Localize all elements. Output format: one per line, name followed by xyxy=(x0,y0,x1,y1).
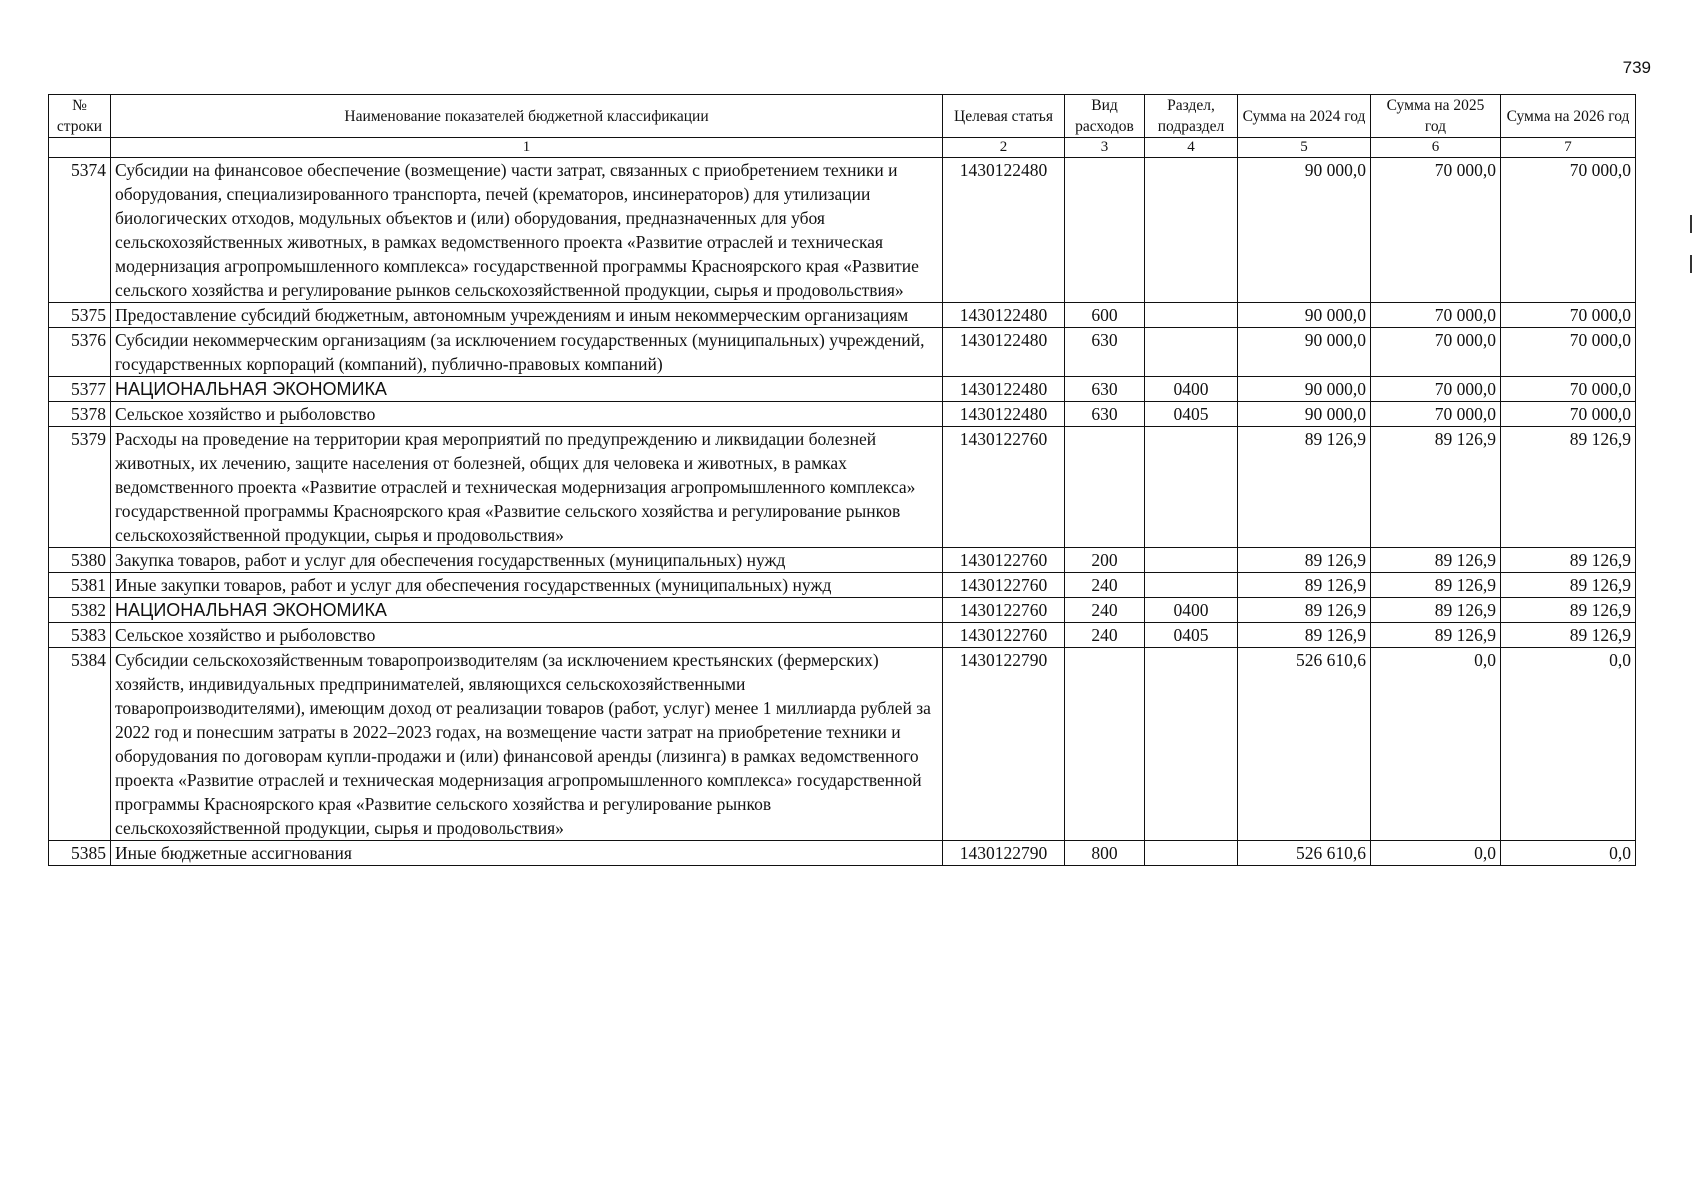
row-section xyxy=(1145,158,1238,303)
row-section: 0405 xyxy=(1145,623,1238,648)
row-name: Иные закупки товаров, работ и услуг для обеспечения государственных (муниципальных) нужд xyxy=(111,573,943,598)
row-target-article: 1430122760 xyxy=(943,598,1065,623)
header-sum-2026: Сумма на 2026 год xyxy=(1501,95,1636,138)
row-expense-type: 630 xyxy=(1065,402,1145,427)
column-number: 6 xyxy=(1371,138,1501,158)
row-name: НАЦИОНАЛЬНАЯ ЭКОНОМИКА xyxy=(111,598,943,623)
row-expense-type: 800 xyxy=(1065,841,1145,866)
row-sum-2025: 0,0 xyxy=(1371,841,1501,866)
row-sum-2026: 89 126,9 xyxy=(1501,573,1636,598)
row-target-article: 1430122760 xyxy=(943,573,1065,598)
row-sum-2025: 89 126,9 xyxy=(1371,623,1501,648)
row-number: 5380 xyxy=(49,548,111,573)
row-sum-2024: 526 610,6 xyxy=(1238,648,1371,841)
row-number: 5376 xyxy=(49,328,111,377)
row-section xyxy=(1145,427,1238,548)
row-section xyxy=(1145,841,1238,866)
table-row xyxy=(49,598,1636,623)
row-sum-2026: 89 126,9 xyxy=(1501,548,1636,573)
row-number: 5384 xyxy=(49,648,111,841)
header-section: Раздел, подраздел xyxy=(1145,95,1238,138)
row-name: Закупка товаров, работ и услуг для обеспечения государственных (муниципальных) нужд xyxy=(111,548,943,573)
row-section xyxy=(1145,328,1238,377)
row-sum-2026: 70 000,0 xyxy=(1501,303,1636,328)
row-section: 0400 xyxy=(1145,377,1238,402)
table-row xyxy=(49,648,1636,841)
header-target-article: Целевая статья xyxy=(943,95,1065,138)
scan-edge-marks xyxy=(1690,215,1693,295)
row-expense-type: 240 xyxy=(1065,573,1145,598)
row-target-article: 1430122790 xyxy=(943,648,1065,841)
row-number: 5383 xyxy=(49,623,111,648)
row-target-article: 1430122480 xyxy=(943,402,1065,427)
row-sum-2026: 89 126,9 xyxy=(1501,427,1636,548)
column-number: 4 xyxy=(1145,138,1238,158)
table-row xyxy=(49,377,1636,402)
header-sum-2024: Сумма на 2024 год xyxy=(1238,95,1371,138)
row-expense-type xyxy=(1065,158,1145,303)
row-number: 5375 xyxy=(49,303,111,328)
row-expense-type xyxy=(1065,648,1145,841)
table-header-row xyxy=(49,95,1636,138)
row-expense-type: 630 xyxy=(1065,377,1145,402)
column-number: 1 xyxy=(111,138,943,158)
row-sum-2024: 90 000,0 xyxy=(1238,158,1371,303)
budget-table xyxy=(48,94,1636,866)
row-sum-2025: 89 126,9 xyxy=(1371,573,1501,598)
row-sum-2026: 89 126,9 xyxy=(1501,598,1636,623)
row-section xyxy=(1145,648,1238,841)
row-name: Субсидии на финансовое обеспечение (возмещение) части затрат, связанных с приобретением техники и оборудования, специализированного транспорта, печей (крематоров, инсинераторов) для утилизации биологических отходов, модульных объектов и (или) оборудования, предназначенных для убоя сельскохозяйственных животных, в рамках ведомственного проекта «Развитие отраслей и техническая модернизация агропромышленного комплекса» государственной программы Красноярского края «Развитие сельского хозяйства и регулирование рынков сельскохозяйственной продукции, сырья и продовольствия» xyxy=(111,158,943,303)
row-section xyxy=(1145,548,1238,573)
row-name: Расходы на проведение на территории края мероприятий по предупреждению и ликвидации болезней животных, их лечению, защите населения от болезней, общих для человека и животных, в рамках ведомственного проекта «Развитие отраслей и техническая модернизация агропромышленного комплекса» государственной программы Красноярского края «Развитие сельского хозяйства и регулирование рынков сельскохозяйственной продукции, сырья и продовольствия» xyxy=(111,427,943,548)
row-expense-type: 630 xyxy=(1065,328,1145,377)
row-name: Иные бюджетные ассигнования xyxy=(111,841,943,866)
header-sum-2025: Сумма на 2025 год xyxy=(1371,95,1501,138)
row-sum-2026: 70 000,0 xyxy=(1501,328,1636,377)
row-number: 5378 xyxy=(49,402,111,427)
row-sum-2026: 70 000,0 xyxy=(1501,402,1636,427)
table-row xyxy=(49,158,1636,303)
row-target-article: 1430122480 xyxy=(943,377,1065,402)
table-row xyxy=(49,328,1636,377)
row-expense-type: 200 xyxy=(1065,548,1145,573)
row-sum-2024: 89 126,9 xyxy=(1238,548,1371,573)
row-target-article: 1430122480 xyxy=(943,303,1065,328)
row-section xyxy=(1145,303,1238,328)
row-sum-2025: 89 126,9 xyxy=(1371,598,1501,623)
row-name: Субсидии сельскохозяйственным товаропроизводителям (за исключением крестьянских (фермерских) хозяйств, индивидуальных предпринимателей, являющихся сельскохозяйственными товаропроизводителями), имеющим доход от реализации товаров (работ, услуг) менее 1 миллиарда рублей за 2022 год и понесшим затраты в 2022–2023 годах, на возмещение части затрат на приобретение техники и оборудования по договорам купли-продажи и (или) финансовой аренды (лизинга) в рамках ведомственного проекта «Развитие отраслей и техническая модернизация агропромышленного комплекса» государственной программы Красноярского края «Развитие сельского хозяйства и регулирование рынков сельскохозяйственной продукции, сырья и продовольствия» xyxy=(111,648,943,841)
page-number: 739 xyxy=(1622,58,1651,77)
column-number: 5 xyxy=(1238,138,1371,158)
table-row xyxy=(49,623,1636,648)
row-sum-2024: 89 126,9 xyxy=(1238,427,1371,548)
table-row xyxy=(49,402,1636,427)
row-sum-2026: 70 000,0 xyxy=(1501,158,1636,303)
header-name: Наименование показателей бюджетной классификации xyxy=(111,95,943,138)
row-sum-2024: 90 000,0 xyxy=(1238,402,1371,427)
row-number: 5379 xyxy=(49,427,111,548)
table-row xyxy=(49,303,1636,328)
row-expense-type xyxy=(1065,427,1145,548)
row-sum-2024: 526 610,6 xyxy=(1238,841,1371,866)
row-number: 5382 xyxy=(49,598,111,623)
row-sum-2025: 0,0 xyxy=(1371,648,1501,841)
row-target-article: 1430122760 xyxy=(943,623,1065,648)
table-row xyxy=(49,573,1636,598)
row-target-article: 1430122480 xyxy=(943,158,1065,303)
table-row xyxy=(49,548,1636,573)
column-number: 2 xyxy=(943,138,1065,158)
row-target-article: 1430122480 xyxy=(943,328,1065,377)
row-sum-2024: 90 000,0 xyxy=(1238,377,1371,402)
row-sum-2025: 89 126,9 xyxy=(1371,427,1501,548)
row-sum-2024: 89 126,9 xyxy=(1238,598,1371,623)
row-target-article: 1430122790 xyxy=(943,841,1065,866)
table-row xyxy=(49,427,1636,548)
row-sum-2025: 70 000,0 xyxy=(1371,402,1501,427)
row-target-article: 1430122760 xyxy=(943,548,1065,573)
row-sum-2024: 89 126,9 xyxy=(1238,623,1371,648)
row-sum-2026: 0,0 xyxy=(1501,648,1636,841)
header-expense-type: Вид расходов xyxy=(1065,95,1145,138)
row-number: 5381 xyxy=(49,573,111,598)
row-section xyxy=(1145,573,1238,598)
column-numbers-row xyxy=(49,138,1636,158)
row-name: Субсидии некоммерческим организациям (за исключением государственных (муниципальных) учреждений, государственных корпораций (компаний), публично-правовых компаний) xyxy=(111,328,943,377)
row-name: Сельское хозяйство и рыболовство xyxy=(111,402,943,427)
header-row-no: № строки xyxy=(49,95,111,138)
row-sum-2025: 70 000,0 xyxy=(1371,158,1501,303)
row-sum-2024: 89 126,9 xyxy=(1238,573,1371,598)
row-sum-2026: 70 000,0 xyxy=(1501,377,1636,402)
column-number: 3 xyxy=(1065,138,1145,158)
row-sum-2026: 0,0 xyxy=(1501,841,1636,866)
table-row xyxy=(49,841,1636,866)
row-number: 5377 xyxy=(49,377,111,402)
row-expense-type: 240 xyxy=(1065,623,1145,648)
row-expense-type: 600 xyxy=(1065,303,1145,328)
row-target-article: 1430122760 xyxy=(943,427,1065,548)
row-sum-2024: 90 000,0 xyxy=(1238,328,1371,377)
row-sum-2025: 89 126,9 xyxy=(1371,548,1501,573)
row-expense-type: 240 xyxy=(1065,598,1145,623)
row-section: 0405 xyxy=(1145,402,1238,427)
column-number: 7 xyxy=(1501,138,1636,158)
column-number-blank xyxy=(49,138,111,158)
row-sum-2025: 70 000,0 xyxy=(1371,377,1501,402)
row-sum-2025: 70 000,0 xyxy=(1371,303,1501,328)
row-name: Предоставление субсидий бюджетным, автономным учреждениям и иным некоммерческим организациям xyxy=(111,303,943,328)
row-name: НАЦИОНАЛЬНАЯ ЭКОНОМИКА xyxy=(111,377,943,402)
row-sum-2026: 89 126,9 xyxy=(1501,623,1636,648)
row-number: 5385 xyxy=(49,841,111,866)
row-sum-2024: 90 000,0 xyxy=(1238,303,1371,328)
row-name: Сельское хозяйство и рыболовство xyxy=(111,623,943,648)
row-sum-2025: 70 000,0 xyxy=(1371,328,1501,377)
row-number: 5374 xyxy=(49,158,111,303)
row-section: 0400 xyxy=(1145,598,1238,623)
